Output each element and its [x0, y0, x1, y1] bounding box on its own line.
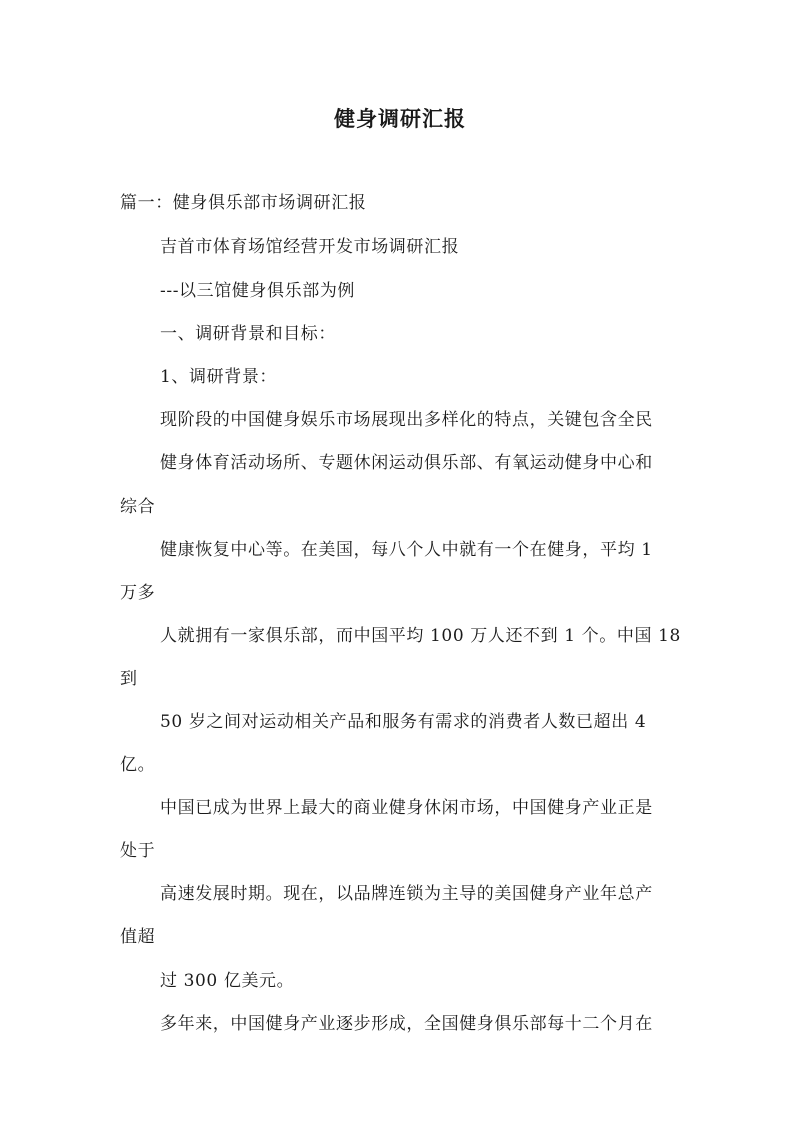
paragraph-line: 中国已成为世界上最大的商业健身休闲市场，中国健身产业正是	[160, 798, 653, 818]
paragraph-line: 高速发展时期。现在，以品牌连锁为主导的美国健身产业年总产	[160, 884, 653, 904]
chapter-heading: 一、调研背景和目标：	[160, 324, 336, 344]
paragraph-line: 健康恢复中心等。在美国，每八个人中就有一个在健身，平均 1	[160, 540, 653, 560]
paragraph-line: 现阶段的中国健身娱乐市场展现出多样化的特点，关键包含全民	[160, 410, 653, 430]
paragraph-line: 到	[120, 669, 138, 689]
paragraph-line: 综合	[120, 497, 156, 517]
paragraph-line: 健身体育活动场所、专题休闲运动俱乐部、有氧运动健身中心和	[160, 453, 653, 473]
paragraph-line: 万多	[120, 583, 156, 603]
paragraph-line: 人就拥有一家俱乐部，而中国平均 100 万人还不到 1 个。中国 18	[160, 626, 681, 646]
report-title: 吉首市体育场馆经营开发市场调研汇报	[160, 237, 460, 257]
paragraph-line: 50 岁之间对运动相关产品和服务有需求的消费者人数已超出 4	[160, 712, 647, 732]
paragraph-line: 亿。	[120, 755, 156, 775]
section-heading: 篇一：健身俱乐部市场调研汇报	[120, 193, 367, 213]
paragraph-line: 处于	[120, 841, 156, 861]
paragraph-line: 过 300 亿美元。	[160, 971, 295, 991]
report-subtitle: ---以三馆健身俱乐部为例	[160, 281, 356, 301]
paragraph-line: 值超	[120, 927, 156, 947]
paragraph-line: 多年来，中国健身产业逐步形成，全国健身俱乐部每十二个月在	[160, 1014, 653, 1034]
document-title: 健身调研汇报	[334, 106, 466, 131]
subsection-heading: 1、调研背景：	[160, 367, 278, 387]
